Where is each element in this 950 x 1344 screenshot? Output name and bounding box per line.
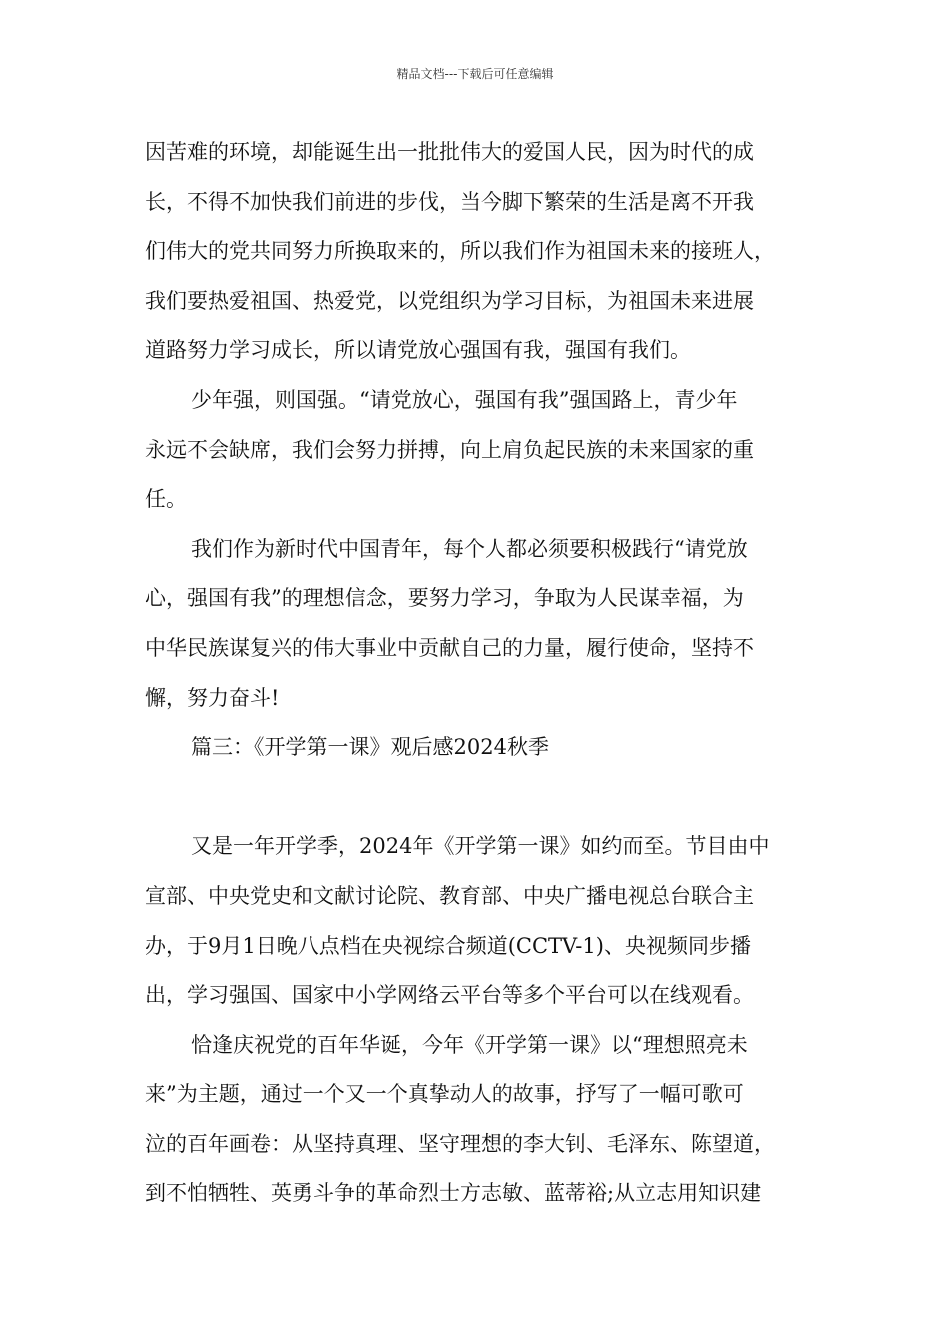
text-line: 宣部、中央党史和文献讨论院、教育部、中央广播电视总台联合主 bbox=[145, 883, 754, 908]
text-line: 到不怕牺牲、英勇斗争的革命烈士方志敏、蓝蒂裕;从立志用知识建 bbox=[145, 1181, 762, 1206]
text-line: 泣的百年画卷：从坚持真理、坚守理想的李大钊、毛泽东、陈望道， bbox=[145, 1131, 775, 1156]
text-line: 们伟大的党共同努力所换取来的，所以我们作为祖国未来的接班人， bbox=[145, 239, 775, 264]
text-line: 又是一年开学季，2024年《开学第一课》如约而至。节目由中 bbox=[191, 834, 770, 859]
blank-line bbox=[145, 773, 825, 823]
text-line: 我们作为新时代中国青年，每个人都必须要积极践行“请党放 bbox=[191, 536, 748, 561]
text-line: 我们要热爱祖国、热爱党，以党组织为学习目标，为祖国未来进展 bbox=[145, 288, 754, 313]
text-line: 恰逢庆祝党的百年华诞，今年《开学第一课》以“理想照亮未 bbox=[191, 1032, 748, 1057]
text-line: 任。 bbox=[145, 487, 187, 512]
text-line: 出，学习强国、国家中小学网络云平台等多个平台可以在线观看。 bbox=[145, 983, 754, 1008]
text-line: 永远不会缺席，我们会努力拼搏，向上肩负起民族的未来国家的重 bbox=[145, 437, 754, 462]
text-line: 道路努力学习成长，所以请党放心强国有我，强国有我们。 bbox=[145, 338, 691, 363]
document-body bbox=[145, 128, 825, 1219]
text-line: 中华民族谋复兴的伟大事业中贡献自己的力量，履行使命，坚持不 bbox=[145, 635, 754, 660]
text-line: 办，于9月1日晚八点档在央视综合频道(CCTV-1)、央视频同步播 bbox=[145, 933, 751, 958]
text-line: 来”为主题，通过一个又一个真挚动人的故事，抒写了一幅可歌可 bbox=[145, 1082, 744, 1107]
text-line: 长，不得不加快我们前进的步伐，当今脚下繁荣的生活是离不开我 bbox=[145, 189, 754, 214]
page-header: 精品文档---下载后可任意编辑 bbox=[396, 67, 554, 81]
text-line: 因苦难的环境，却能诞生出一批批伟大的爱国人民，因为时代的成 bbox=[145, 140, 754, 164]
text-line: 懈，努力奋斗! bbox=[145, 685, 280, 710]
text-line: 心，强国有我”的理想信念，要努力学习，争取为人民谋幸福，为 bbox=[145, 586, 744, 611]
text-line: 少年强，则国强。“请党放心，强国有我”强国路上，青少年 bbox=[191, 387, 738, 412]
section-heading: 篇三：《开学第一课》观后感2024秋季 bbox=[191, 735, 549, 760]
